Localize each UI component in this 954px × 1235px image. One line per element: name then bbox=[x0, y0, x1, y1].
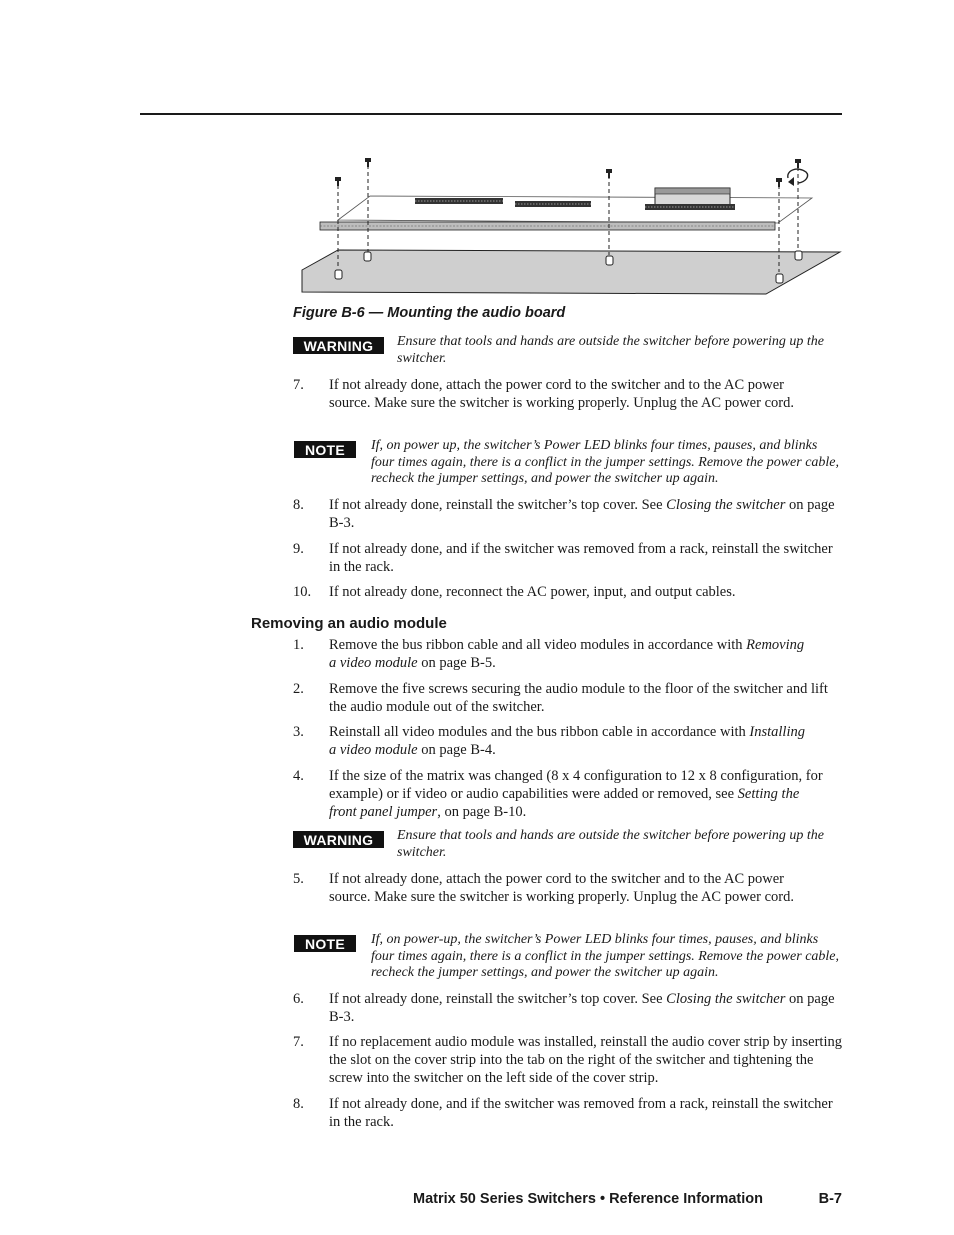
step-number: 2. bbox=[293, 681, 304, 697]
cross-reference: Setting the front panel jumper bbox=[329, 786, 800, 820]
cross-reference: Closing the switcher bbox=[666, 991, 786, 1007]
chip-2 bbox=[515, 201, 591, 207]
step-text: If not already done, and if the switcher was removed from a rack, reinstall the switcher in the rack. bbox=[329, 541, 833, 575]
audio-board bbox=[338, 196, 812, 223]
note-text: If, on power-up, the switcher’s Power LED blinks four times, pauses, and blinks four times again, there is a conflict in the jumper settings. Remove the power cable, recheck the jumper settings, and power the switcher up again. bbox=[371, 932, 840, 980]
standoff-2 bbox=[364, 252, 371, 261]
step-text: If not already done, reconnect the AC power, input, and output cables. bbox=[329, 584, 736, 600]
screw-4 bbox=[776, 178, 782, 182]
step-number: 9. bbox=[293, 541, 304, 557]
step-text: If no replacement audio module was installed, reinstall the audio cover strip by inserting the slot on the cover strip into the tab on the right of the switcher and tightening the screw into the switcher on the left side of the cover strip. bbox=[329, 1034, 842, 1086]
footer-title: Matrix 50 Series Switchers • Reference Information bbox=[413, 1191, 763, 1207]
screw-2 bbox=[365, 158, 371, 162]
note-badge: NOTE bbox=[294, 441, 356, 458]
step-text: Remove the five screws securing the audio module to the floor of the switcher and lift the audio module out of the switcher. bbox=[329, 681, 828, 715]
step-number: 7. bbox=[293, 1034, 304, 1050]
step-text: If not already done, attach the power cord to the switcher and to the AC power source. Make sure the switcher is working properly. Unplug the AC power cord. bbox=[329, 871, 794, 905]
screw-3 bbox=[606, 169, 612, 173]
step-text: If the size of the matrix was changed (8 x 4 configuration to 12 x 8 configuration, for example) or if video or audio capabilities were added or removed, see Setting the front panel jumper, on page B-10. bbox=[329, 768, 823, 820]
standoff-4 bbox=[776, 274, 783, 283]
step-number: 5. bbox=[293, 871, 304, 887]
standoff-1 bbox=[335, 270, 342, 279]
step-number: 8. bbox=[293, 1096, 304, 1112]
step-number: 1. bbox=[293, 637, 304, 653]
step-text: Remove the bus ribbon cable and all video modules in accordance with Removing a video module on page B-5. bbox=[329, 637, 805, 671]
screw-5 bbox=[795, 159, 801, 163]
figure-caption: Figure B-6 — Mounting the audio board bbox=[293, 305, 566, 321]
page-number: B-7 bbox=[818, 1191, 842, 1207]
screw-1 bbox=[335, 177, 341, 181]
step-number: 6. bbox=[293, 991, 304, 1007]
note-badge: NOTE bbox=[294, 935, 356, 952]
step-text: Reinstall all video modules and the bus ribbon cable in accordance with Installing a video module on page B-4. bbox=[329, 724, 805, 758]
step-number: 10. bbox=[293, 584, 312, 600]
step-number: 4. bbox=[293, 768, 304, 784]
standoff-3 bbox=[606, 256, 613, 265]
switcher-floor bbox=[302, 250, 840, 294]
warning-text: Ensure that tools and hands are outside the switcher before powering up the switcher. bbox=[397, 828, 824, 860]
section-heading: Removing an audio module bbox=[251, 615, 447, 632]
note-text: If, on power up, the switcher’s Power LED blinks four times, pauses, and blinks four times again, there is a conflict in the jumper settings. Remove the power cable, recheck the jumper settings, and power the switcher up again. bbox=[371, 438, 840, 486]
step-text: If not already done, and if the switcher was removed from a rack, reinstall the switcher in the rack. bbox=[329, 1096, 833, 1130]
step-text: If not already done, reinstall the switcher’s top cover. See Closing the switcher on page B-3. bbox=[329, 991, 835, 1025]
cross-reference: Installing a video module bbox=[329, 724, 805, 758]
step-number: 8. bbox=[293, 497, 304, 513]
standoff-5 bbox=[795, 251, 802, 260]
step-number: 3. bbox=[293, 724, 304, 740]
header-rule bbox=[140, 113, 842, 115]
step-text: If not already done, reinstall the switcher’s top cover. See Closing the switcher on page B-3. bbox=[329, 497, 835, 531]
warning-badge: WARNING bbox=[293, 337, 384, 354]
audio-board-mounting-illustration bbox=[290, 150, 845, 300]
step-number: 7. bbox=[293, 377, 304, 393]
step-text: If not already done, attach the power cord to the switcher and to the AC power source. Make sure the switcher is working properly. Unplug the AC power cord. bbox=[329, 377, 794, 411]
cross-reference: Removing a video module bbox=[329, 637, 805, 671]
cross-reference: Closing the switcher bbox=[666, 497, 786, 513]
warning-text: Ensure that tools and hands are outside the switcher before powering up the switcher. bbox=[397, 334, 824, 366]
warning-badge: WARNING bbox=[293, 831, 384, 848]
